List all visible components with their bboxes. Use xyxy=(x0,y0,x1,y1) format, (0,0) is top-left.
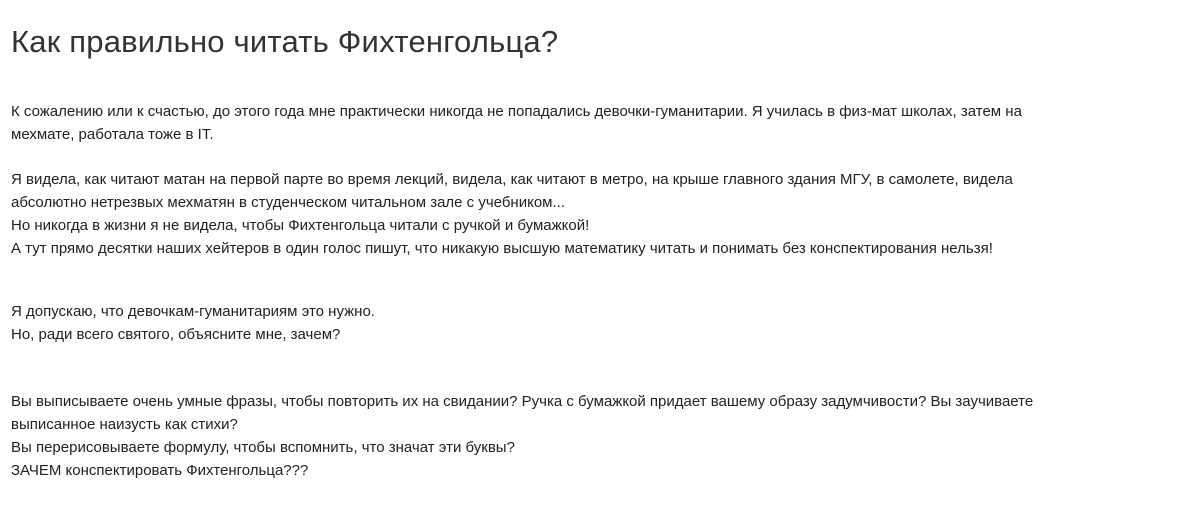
article-title: Как правильно читать Фихтенгольца? xyxy=(11,24,559,59)
text-line: Я допускаю, что девочкам-гуманитариям это нужно. xyxy=(11,303,375,320)
paragraph-question xyxy=(11,300,1181,346)
text-line: К сожалению или к счастью, до этого года мне практически никогда не попадались девочки-гуманитарии. Я училась в физ-мат школах, затем на xyxy=(11,103,1022,120)
text-line: Я видела, как читают матан на первой парте во время лекций, видела, как читают в метро, на крыше главного здания МГУ, в самолете, видела xyxy=(11,171,1013,188)
text-line: абсолютно нетрезвых мехматян в студенческом читальном зале с учебником... xyxy=(11,194,565,211)
paragraph-observations xyxy=(11,168,1181,260)
paragraph-conclusion xyxy=(11,390,1181,482)
text-line: выписанное наизусть как стихи? xyxy=(11,416,238,433)
text-line: Вы выписываете очень умные фразы, чтобы повторить их на свидании? Ручка с бумажкой придает вашему образу задумчивости? Вы заучиваете xyxy=(11,393,1034,410)
text-line: Но никогда в жизни я не видела, чтобы Фихтенгольца читали с ручкой и бумажкой! xyxy=(11,217,590,234)
text-line: Вы перерисовываете формулу, чтобы вспомнить, что значат эти буквы? xyxy=(11,439,515,456)
text-line: мехмате, работала тоже в IT. xyxy=(11,126,214,143)
text-line: ЗАЧЕМ конспектировать Фихтенгольца??? xyxy=(11,462,309,479)
text-line: А тут прямо десятки наших хейтеров в один голос пишут, что никакую высшую математику читать и понимать без конспектирования нельзя! xyxy=(11,240,993,257)
text-line: Но, ради всего святого, объясните мне, зачем? xyxy=(11,326,341,343)
paragraph-intro xyxy=(11,100,1181,146)
